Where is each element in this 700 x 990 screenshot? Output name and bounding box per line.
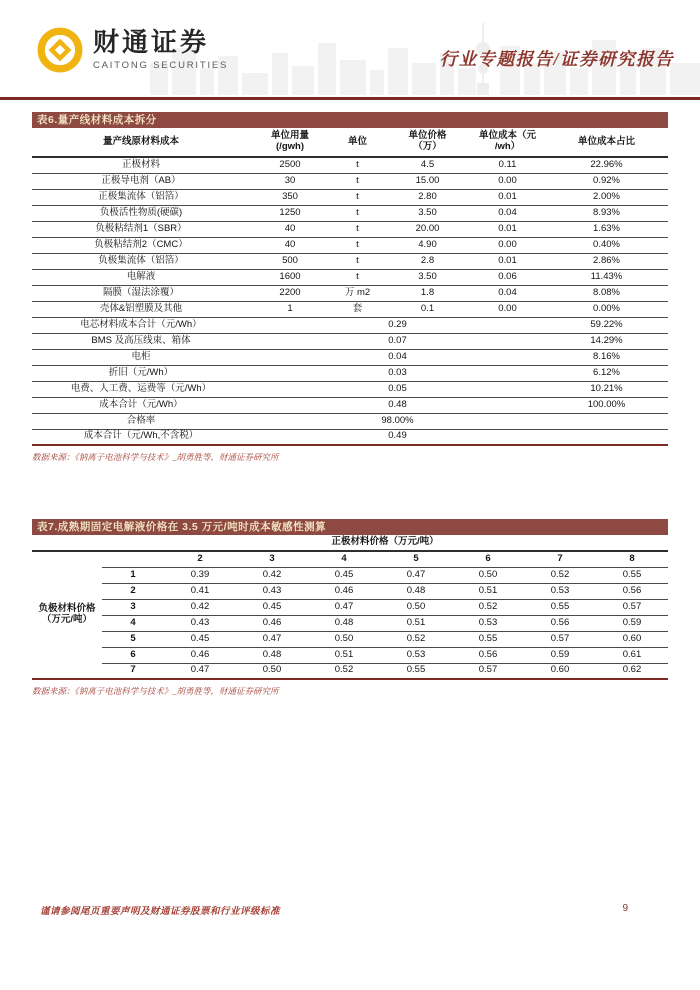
brand-name-cn: 财通证券: [93, 27, 210, 57]
cell-label: BMS 及高压线束、箱体: [32, 333, 250, 349]
cell-cost: 0.06: [470, 269, 545, 285]
cell-value: 0.59: [596, 615, 668, 631]
summary-row: [32, 333, 668, 349]
cell-value: 0.61: [596, 647, 668, 663]
cell-value: 0.07: [250, 333, 545, 349]
cell-share: 14.29%: [545, 333, 668, 349]
summary-row: [32, 381, 668, 397]
column-header: 4: [308, 551, 380, 567]
cell-value: 0.41: [164, 583, 236, 599]
cell-label: 成本合计（元/Wh,不含税）: [83, 430, 199, 442]
cell-value: 0.53: [524, 583, 596, 599]
brand-text: [93, 27, 229, 71]
cell-value: 0.50: [380, 599, 452, 615]
column-header: 5: [380, 551, 452, 567]
cell-share: 2.00%: [545, 189, 668, 205]
cell-share: 0.40%: [545, 237, 668, 253]
column-group-header: 正极材料价格（万元/吨）: [102, 535, 668, 551]
cell-share: 8.93%: [545, 205, 668, 221]
corner-cell: [32, 535, 102, 551]
cell-price: 4.5: [385, 157, 470, 173]
cell-unit: t: [330, 253, 385, 269]
cell-cost: 0.01: [470, 253, 545, 269]
report-type-label: 行业专题报告/证券研究报告: [439, 49, 674, 69]
summary-row: [32, 365, 668, 381]
cell-usage: 40: [250, 237, 330, 253]
cell-usage: 30: [250, 173, 330, 189]
table-row: [32, 285, 668, 301]
summary-row: [32, 317, 668, 333]
cell-value: 0.57: [478, 664, 498, 676]
cell-cost: 0.04: [470, 285, 545, 301]
cell-material: 壳体&铝塑膜及其他: [32, 301, 250, 317]
cell-cost: 0.11: [470, 157, 545, 173]
row-group-header: [32, 551, 102, 679]
cell-value: 0.60: [596, 631, 668, 647]
cell-material: 负极集流体（铝箔）: [32, 253, 250, 269]
cell-value: 0.57: [596, 599, 668, 615]
row-index: 7: [130, 664, 136, 676]
cell-price: 4.90: [385, 237, 470, 253]
summary-row: [32, 397, 668, 413]
cell-price: 2.8: [385, 253, 470, 269]
summary-row: [32, 349, 668, 365]
cell-value: 0.04: [250, 349, 545, 365]
cell-unit: t: [330, 205, 385, 221]
cell-usage: 350: [250, 189, 330, 205]
cell-usage: 2200: [250, 285, 330, 301]
cell-value: 0.47: [308, 599, 380, 615]
table-row: [32, 615, 668, 631]
table6-header-row: [32, 128, 668, 157]
cell-unit: t: [330, 173, 385, 189]
cell-value: 0.46: [308, 583, 380, 599]
cell-usage: 500: [250, 253, 330, 269]
table7-header-row: [32, 551, 668, 567]
cell-cost: 0.00: [470, 301, 545, 317]
cell-unit: t: [330, 237, 385, 253]
cell-value: 0.55: [406, 664, 426, 676]
table-row: [32, 269, 668, 285]
column-header-unit: 单位: [330, 128, 385, 157]
table-row: [32, 631, 668, 647]
cell-empty: [545, 429, 668, 445]
cell-share: 59.22%: [545, 317, 668, 333]
cell-share: 11.43%: [545, 269, 668, 285]
cell-label: 折旧（元/Wh）: [32, 365, 250, 381]
row-group-header-line1: 负极材料价格: [38, 603, 96, 615]
cell-unit: t: [330, 157, 385, 173]
cell-share: 6.12%: [545, 365, 668, 381]
cell-value: 0.46: [236, 615, 308, 631]
table-row: [32, 237, 668, 253]
table-row: [32, 157, 668, 173]
column-header: 2: [164, 551, 236, 567]
cell-value: 0.47: [380, 567, 452, 583]
row-group-header-line2: （万元/吨）: [41, 614, 93, 625]
cell-price: 20.00: [385, 221, 470, 237]
table-row: [32, 173, 668, 189]
cell-value: 98.00%: [250, 413, 545, 429]
cell-cost: 0.00: [470, 237, 545, 253]
cell-value: 0.56: [452, 647, 524, 663]
cell-value: 0.55: [524, 599, 596, 615]
table-row: [32, 221, 668, 237]
column-header: 6: [452, 551, 524, 567]
cell-share: 22.96%: [545, 157, 668, 173]
column-group-row: [32, 535, 668, 551]
cell-material: 正极集流体（铝箔）: [32, 189, 250, 205]
cell-unit: 万 m2: [330, 285, 385, 301]
cell-value: 0.45: [164, 631, 236, 647]
table6-title: 表6.量产线材料成本拆分: [32, 112, 668, 128]
table-row: [32, 205, 668, 221]
cell-usage: 2500: [250, 157, 330, 173]
cell-value: 0.47: [190, 664, 210, 676]
cell-unit: t: [330, 189, 385, 205]
page-header: [0, 0, 700, 100]
brand-logo: [36, 26, 228, 74]
cell-value: 0.60: [550, 664, 570, 676]
column-header: 7: [524, 551, 596, 567]
cell-share: 10.21%: [545, 381, 668, 397]
cell-label: 电芯材料成本合计（元/Wh）: [32, 317, 250, 333]
cell-value: 0.48: [236, 647, 308, 663]
cell-value: 0.56: [524, 615, 596, 631]
cell-value: 0.42: [164, 599, 236, 615]
cell-empty: [545, 413, 668, 429]
column-header-usage: 单位用量 (/gwh): [250, 128, 330, 157]
cell-price: 3.50: [385, 269, 470, 285]
tail-row: [32, 429, 668, 445]
table-row: [32, 663, 668, 679]
cell-value: 0.47: [236, 631, 308, 647]
cell-cost: 0.04: [470, 205, 545, 221]
cell-cost: 0.01: [470, 189, 545, 205]
cell-price: 0.1: [385, 301, 470, 317]
column-header-material: 量产线原材料成本: [32, 128, 250, 157]
cell-share: 100.00%: [545, 397, 668, 413]
cell-material: 正极导电剂（AB）: [32, 173, 250, 189]
cell-share: 8.08%: [545, 285, 668, 301]
table6: [32, 128, 668, 446]
cell-usage: 1: [250, 301, 330, 317]
caitong-logo-icon: [36, 26, 84, 74]
cell-value: 0.52: [380, 631, 452, 647]
cell-value: 0.51: [308, 647, 380, 663]
table-row: [32, 301, 668, 317]
cell-material: 负极活性物质(硬碳): [32, 205, 250, 221]
row-index: 1: [102, 567, 164, 583]
cell-usage: 1250: [250, 205, 330, 221]
cell-price: 15.00: [385, 173, 470, 189]
cell-material: 电解液: [32, 269, 250, 285]
table-row: [32, 647, 668, 663]
row-index: 5: [102, 631, 164, 647]
cell-value: 0.05: [250, 381, 545, 397]
row-index: 3: [102, 599, 164, 615]
cell-label: 合格率: [32, 413, 250, 429]
cell-value: 0.43: [164, 615, 236, 631]
cell-unit: t: [330, 269, 385, 285]
cell-value: 0.53: [380, 647, 452, 663]
page-number: 9: [622, 903, 628, 914]
cell-value: 0.43: [236, 583, 308, 599]
cell-share: 0.00%: [545, 301, 668, 317]
cell-value: 0.52: [524, 567, 596, 583]
cell-share: 1.63%: [545, 221, 668, 237]
cell-value: 0.48: [380, 583, 452, 599]
cell-value: 0.46: [164, 647, 236, 663]
cell-cost: 0.01: [470, 221, 545, 237]
row-index: 6: [102, 647, 164, 663]
cell-share: 0.92%: [545, 173, 668, 189]
cell-label: 成本合计（元/Wh）: [32, 397, 250, 413]
cell-value: 0.49: [388, 430, 407, 442]
row-index: 4: [102, 615, 164, 631]
cell-value: 0.52: [334, 664, 354, 676]
table7: [32, 535, 668, 680]
cell-share: 2.86%: [545, 253, 668, 269]
cell-price: 3.50: [385, 205, 470, 221]
table-row: [32, 583, 668, 599]
footer-disclaimer: 谨请参阅尾页重要声明及财通证券股票和行业评级标准: [40, 907, 281, 917]
cell-value: 0.48: [250, 397, 545, 413]
cell-value: 0.48: [308, 615, 380, 631]
column-header-cost: 单位成本（元 /wh）: [470, 128, 545, 157]
table-row: [32, 567, 668, 583]
table-row: [32, 189, 668, 205]
table7-section: [32, 519, 668, 697]
brand-name-en: CAITONG SECURITIES: [93, 59, 229, 71]
cell-value: 0.50: [308, 631, 380, 647]
cell-label: 电柜: [32, 349, 250, 365]
cell-value: 0.55: [596, 567, 668, 583]
cell-value: 0.51: [380, 615, 452, 631]
cell-usage: 40: [250, 221, 330, 237]
cell-value: 0.45: [236, 599, 308, 615]
table6-source-note: 数据来源：《钠离子电池科学与技术》_胡勇胜等，财通证券研究所: [32, 452, 279, 462]
cell-usage: 1600: [250, 269, 330, 285]
cell-material: 隔膜（湿法涂覆）: [32, 285, 250, 301]
cell-value: 0.56: [596, 583, 668, 599]
cell-value: 0.42: [236, 567, 308, 583]
cell-value: 0.50: [452, 567, 524, 583]
index-header-cell: [102, 551, 164, 567]
column-header-price: 单位价格 （万）: [385, 128, 470, 157]
table-row: [32, 599, 668, 615]
cell-value: 0.03: [250, 365, 545, 381]
cell-label: 电费、人工费、运费等（元/Wh）: [32, 381, 250, 397]
tail-row: [32, 413, 668, 429]
table7-source-note: 数据来源：《钠离子电池科学与技术》_胡勇胜等，财通证券研究所: [32, 686, 279, 696]
cell-value: 0.52: [452, 599, 524, 615]
cell-value: 0.51: [452, 583, 524, 599]
cell-material: 正极材料: [32, 157, 250, 173]
row-index: 2: [102, 583, 164, 599]
column-header: 3: [236, 551, 308, 567]
cell-value: 0.45: [308, 567, 380, 583]
column-header: 8: [596, 551, 668, 567]
table6-section: [32, 112, 668, 463]
cell-value: 0.50: [262, 664, 282, 676]
cell-value: 0.55: [452, 631, 524, 647]
cell-value: 0.53: [452, 615, 524, 631]
column-header-share: 单位成本占比: [545, 128, 668, 157]
cell-price: 2.80: [385, 189, 470, 205]
cell-cost: 0.00: [470, 173, 545, 189]
cell-value: 0.57: [524, 631, 596, 647]
cell-material: 负极粘结剂1（SBR）: [32, 221, 250, 237]
table-row: [32, 253, 668, 269]
cell-value: 0.29: [250, 317, 545, 333]
cell-unit: 套: [330, 301, 385, 317]
cell-price: 1.8: [385, 285, 470, 301]
cell-value: 0.39: [164, 567, 236, 583]
cell-value: 0.59: [524, 647, 596, 663]
cell-share: 8.16%: [545, 349, 668, 365]
table7-title: 表7.成熟期固定电解液价格在 3.5 万元/吨时成本敏感性测算: [32, 519, 668, 535]
cell-value: 0.62: [622, 664, 642, 676]
cell-material: 负极粘结剂2（CMC）: [32, 237, 250, 253]
cell-unit: t: [330, 221, 385, 237]
